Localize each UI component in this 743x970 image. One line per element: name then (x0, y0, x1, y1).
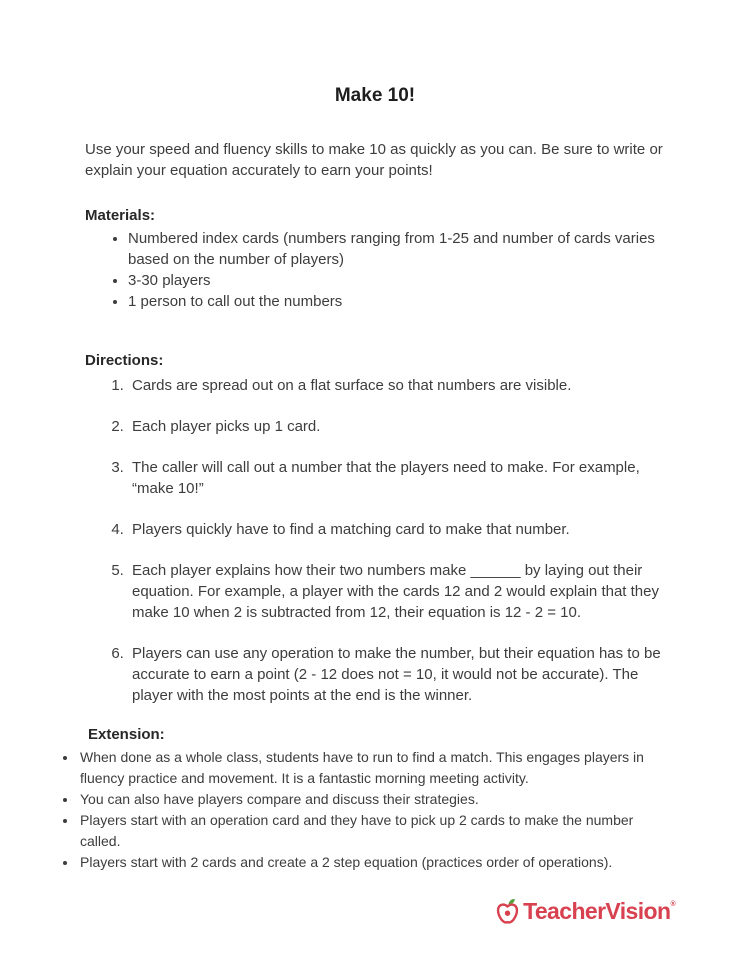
directions-heading: Directions: (85, 352, 164, 369)
list-item: • 1 person to call out the numbers (128, 291, 665, 312)
list-item: • Players start with 2 cards and create a 2 step equation (practices order of operations). (78, 852, 665, 873)
list-item: • You can also have players compare and discuss their strategies. (78, 789, 665, 810)
direction-step: 6. Players can use any operation to make the number, but their equation has to be accurate to earn a point (2 - 12 does not = 10, it would not be accurate). The player with the most points at the end is the winner. (128, 643, 665, 706)
list-item: • Numbered index cards (numbers ranging from 1-25 and number of cards varies based on the number of players) (128, 228, 665, 270)
materials-list (85, 228, 665, 312)
direction-step: 5. Each player explains how their two numbers make ______ by laying out their equation. For example, a player with the cards 12 and 2 would explain that they make 10 when 2 is subtracted from 12, their equation is 12 - 2 = 10. (128, 560, 665, 623)
direction-step: 2. Each player picks up 1 card. (128, 416, 665, 437)
materials-section (85, 207, 665, 312)
materials-heading: Materials: (85, 207, 156, 224)
brand-name: TeacherVision® (523, 898, 675, 924)
directions-list (85, 375, 665, 706)
extension-heading: Extension: (88, 726, 165, 743)
footer (494, 896, 675, 926)
direction-step: 1. Cards are spread out on a flat surface so that numbers are visible. (128, 375, 665, 396)
direction-step: 3. The caller will call out a number that the players need to make. For example, “make 10!” (128, 457, 665, 499)
list-item: • When done as a whole class, students have to run to find a match. This engages players in fluency practice and movement. It is a fantastic morning meeting activity. (78, 747, 665, 789)
teachervision-logo (494, 896, 675, 926)
list-item: • 3-30 players (128, 270, 665, 291)
extension-section (80, 726, 665, 873)
directions-section (85, 352, 665, 706)
page-title: Make 10! (334, 85, 416, 106)
extension-list (58, 747, 665, 873)
list-item: • Players start with an operation card and they have to pick up 2 cards to make the number called. (78, 810, 665, 852)
intro-paragraph: Use your speed and fluency skills to make 10 as quickly as you can. Be sure to write or explain your equation accurately to earn your points! (85, 141, 663, 179)
apple-icon (494, 896, 521, 926)
trademark-symbol: ® (670, 901, 675, 908)
direction-step: 4. Players quickly have to find a matching card to make that number. (128, 519, 665, 540)
